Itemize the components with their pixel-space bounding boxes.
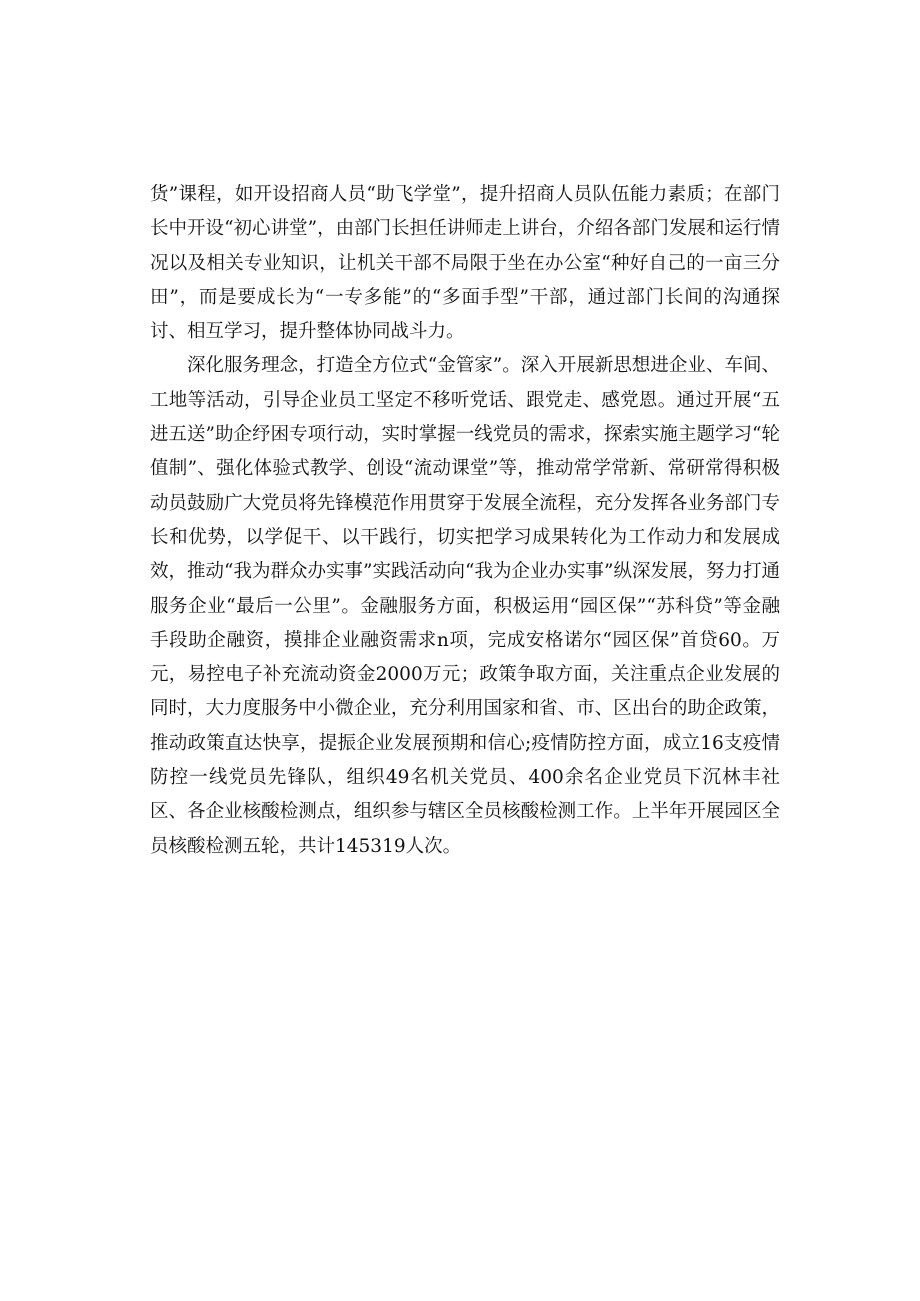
- paragraph-continued: 货”课程，如开设招商人员“助飞学堂”，提升招商人员队伍能力素质；在部门长中开设“初心讲堂”，由部门长担任讲师走上讲台，介绍各部门发展和运行情况以及相关专业知识，让机关干部不局限于坐在办公室“种好自己的一亩三分田”，而是要成长为“一专多能”的“多面手型”干部，通过部门长间的沟通探讨、相互学习，提升整体协同战斗力。: [150, 184, 780, 343]
- paragraph-service-concept: 深化服务理念，打造全方位式“金管家”。深入开展新思想进企业、车间、工地等活动，引导企业员工坚定不移听党话、跟党走、感党恩。通过开展“五进五送”助企纾困专项行动，实时掌握一线党员的需求，探索实施主题学习“轮值制”、强化体验式教学、创设“流动课堂”等，推动常学常新、常研常得积极动员鼓励广大党员将先锋模范作用贯穿于发展全流程，充分发挥各业务部门专长和优势，以学促干、以干践行，切实把学习成果转化为工作动力和发展成效，推动“我为群众办实事”实践活动向“我为企业办实事”纵深发展，努力打通服务企业“最后一公里”。金融服务方面，积极运用“园区保”“苏科贷”等金融手段助企融资，摸排企业融资需求n项，完成安格诺尔“园区保”首贷60。万元，易控电子补充流动资金2000万元；政策争取方面，关注重点企业发展的同时，大力度服务中小微企业，充分利用国家和省、市、区出台的助企政策，推动政策直达快享，提振企业发展预期和信心;疫情防控方面，成立16支疫情防控一线党员先锋队，组织49名机关党员、400余名企业党员下沉林丰社区、各企业核酸检测点，组织参与辖区全员核酸检测工作。上半年开展园区全员核酸检测五轮，共计145319人次。: [150, 355, 780, 857]
- document-body: [150, 178, 780, 864]
